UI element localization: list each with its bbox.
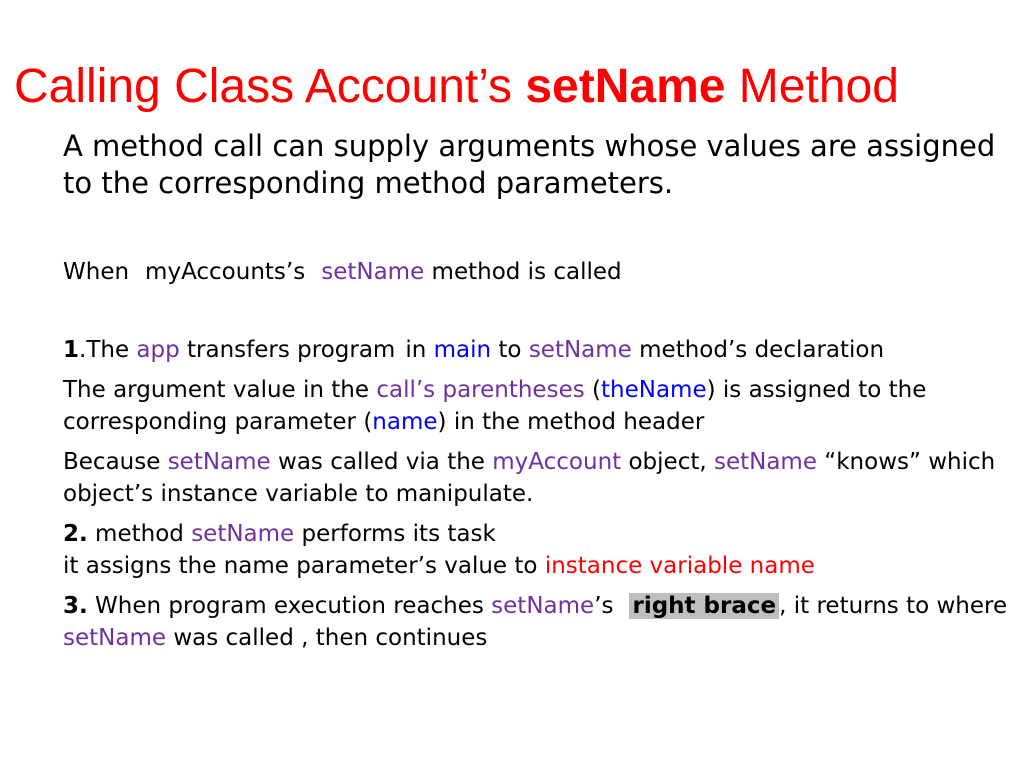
title-prefix: Calling Class Account’s [14, 60, 526, 113]
because-text: Because [63, 449, 168, 475]
argument-text: ) is assigned to the corresponding parameter ( [63, 377, 927, 435]
because-paragraph [63, 446, 1013, 510]
step-3-text: was called , then continues [166, 625, 488, 651]
step-1 [63, 334, 1013, 366]
step-1-text: method’s declaration [631, 337, 885, 363]
when-method: setName [321, 259, 425, 285]
argument-text: ) in the method header [437, 409, 705, 435]
argument-name: name [372, 409, 438, 435]
argument-paragraph [63, 374, 1013, 438]
because-text: was called via the [270, 449, 493, 475]
step-1-main: main [433, 337, 492, 363]
step-2-instance-variable: instance variable name [544, 553, 815, 579]
step-1-number: 1 [63, 337, 80, 363]
slide-body [63, 128, 1013, 662]
title-emphasis: setName [525, 60, 726, 113]
step-3-setname: setName [491, 593, 595, 619]
step-1-text: transfers program [179, 337, 396, 363]
step-2-text: performs its task [294, 521, 496, 547]
argument-text: The argument value in the [63, 377, 377, 403]
step-1-text: to [491, 337, 529, 363]
step-1-app: app [136, 337, 180, 363]
step-3-setname: setName [63, 625, 167, 651]
step-2-number: 2. [63, 521, 88, 547]
argument-text: ( [584, 377, 601, 403]
intro-paragraph: A method call can supply arguments whose values are assigned to the corresponding method parameters. [63, 129, 996, 200]
step-2-setname: setName [191, 521, 295, 547]
step-2-text: it assigns the name parameter’s value to [63, 553, 545, 579]
step-1-setname: setName [528, 337, 632, 363]
when-tail: method is called [424, 259, 622, 285]
step-3-text: When program execution reaches [87, 593, 492, 619]
step-2 [63, 518, 1013, 582]
when-line [63, 256, 1013, 288]
because-setname: setName [167, 449, 271, 475]
title-suffix: Method [725, 60, 899, 113]
because-myaccount: myAccount [492, 449, 622, 475]
because-text: “knows” which object’s instance variable to manipulate. [63, 449, 996, 507]
step-3-text: , it returns to where [779, 593, 1008, 619]
because-setname: setName [713, 449, 817, 475]
argument-calls-parentheses: call’s parentheses [376, 377, 585, 403]
step-1-text: in [405, 337, 434, 363]
step-2-text: method [87, 521, 192, 547]
step-3-right-brace: right brace [629, 593, 779, 619]
step-1-text: .The [79, 337, 137, 363]
step-3-number: 3. [63, 593, 88, 619]
slide-title [14, 58, 899, 116]
step-3-text: ’s [594, 593, 614, 619]
argument-thename: theName [601, 377, 707, 403]
because-text: object, [621, 449, 714, 475]
step-3 [63, 590, 1013, 654]
when-object: myAccounts’s [145, 259, 306, 285]
when-word: When [63, 259, 130, 285]
